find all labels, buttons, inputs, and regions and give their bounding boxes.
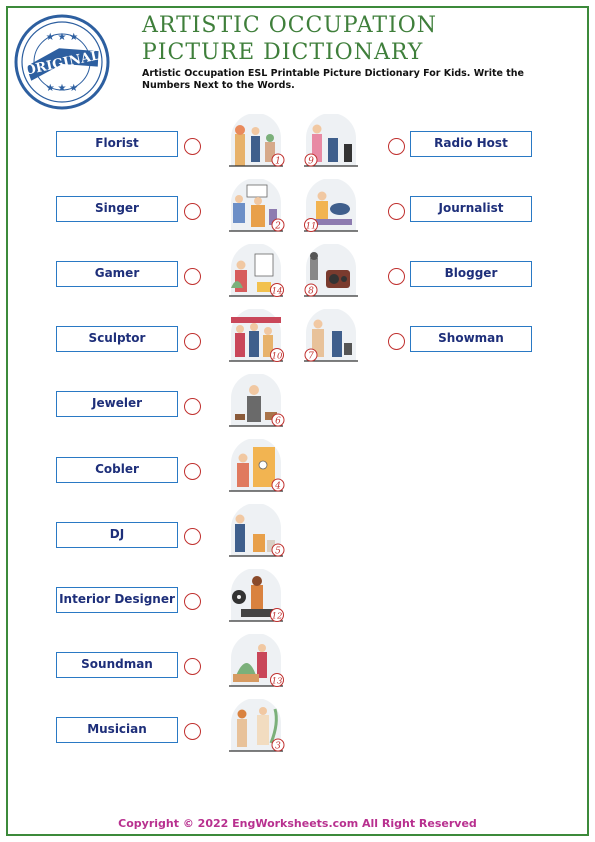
answer-circle[interactable] xyxy=(184,268,201,285)
cobler-picture xyxy=(227,374,285,430)
word-box: Florist xyxy=(56,131,178,157)
picture-number: 8 xyxy=(308,286,314,297)
showman-picture xyxy=(227,309,285,365)
musician-picture xyxy=(227,699,285,755)
word-box: Showman xyxy=(410,326,532,352)
answer-circle[interactable] xyxy=(184,138,201,155)
word-box: Singer xyxy=(56,196,178,222)
picture-number: 1 xyxy=(275,156,281,167)
soundman-picture xyxy=(302,309,360,365)
interior-designer-picture xyxy=(227,634,285,690)
svg-text:★ ★ ★: ★ ★ ★ xyxy=(45,83,79,94)
blogger-picture xyxy=(227,244,285,300)
word-box: Sculptor xyxy=(56,326,178,352)
instructions: Artistic Occupation ESL Printable Picture Dictionary For Kids. Write the Numbers Next to the Words. xyxy=(142,68,525,91)
answer-circle[interactable] xyxy=(184,658,201,675)
word-box: Interior Designer xyxy=(56,587,178,613)
answer-circle[interactable] xyxy=(388,268,405,285)
florist-picture xyxy=(227,114,285,170)
picture-number: 5 xyxy=(275,546,281,557)
word-box: Radio Host xyxy=(410,131,532,157)
picture-number: 12 xyxy=(271,611,283,622)
page-title-line1: ARTISTIC OCCUPATION xyxy=(142,13,438,38)
answer-circle[interactable] xyxy=(388,203,405,220)
journalist-picture xyxy=(227,179,285,235)
answer-circle[interactable] xyxy=(184,203,201,220)
answer-circle[interactable] xyxy=(184,333,201,350)
word-box: Blogger xyxy=(410,261,532,287)
radio-host-picture xyxy=(302,244,360,300)
picture-number: 9 xyxy=(308,156,314,167)
sculptor-picture xyxy=(227,504,285,560)
picture-number: 3 xyxy=(275,741,281,752)
copyright-footer: Copyright © 2022 EngWorksheets.com All Right Reserved xyxy=(118,817,477,830)
answer-circle[interactable] xyxy=(184,593,201,610)
word-box: Gamer xyxy=(56,261,178,287)
word-box: Journalist xyxy=(410,196,532,222)
picture-number: 14 xyxy=(271,286,283,297)
answer-circle[interactable] xyxy=(184,398,201,415)
picture-number: 11 xyxy=(305,221,317,232)
word-box: Cobler xyxy=(56,457,178,483)
answer-circle[interactable] xyxy=(184,528,201,545)
svg-text:★ ★ ★: ★ ★ ★ xyxy=(45,32,79,43)
dj-picture xyxy=(227,569,285,625)
word-box: Soundman xyxy=(56,652,178,678)
picture-number: 4 xyxy=(275,481,281,492)
svg-text:ORIGINAL: ORIGINAL xyxy=(23,48,102,79)
gamer-picture xyxy=(302,179,360,235)
page-title-line2: PICTURE DICTIONARY xyxy=(142,40,424,65)
answer-circle[interactable] xyxy=(388,138,405,155)
picture-number: 2 xyxy=(275,221,281,232)
picture-number: 6 xyxy=(275,416,281,427)
picture-number: 13 xyxy=(271,676,283,687)
picture-number: 7 xyxy=(308,351,314,362)
word-box: Jeweler xyxy=(56,391,178,417)
word-box: DJ xyxy=(56,522,178,548)
answer-circle[interactable] xyxy=(184,463,201,480)
singer-picture xyxy=(302,114,360,170)
jeweler-picture xyxy=(227,439,285,495)
original-stamp-icon xyxy=(12,12,112,112)
picture-number: 10 xyxy=(271,351,283,362)
answer-circle[interactable] xyxy=(388,333,405,350)
word-box: Musician xyxy=(56,717,178,743)
answer-circle[interactable] xyxy=(184,723,201,740)
